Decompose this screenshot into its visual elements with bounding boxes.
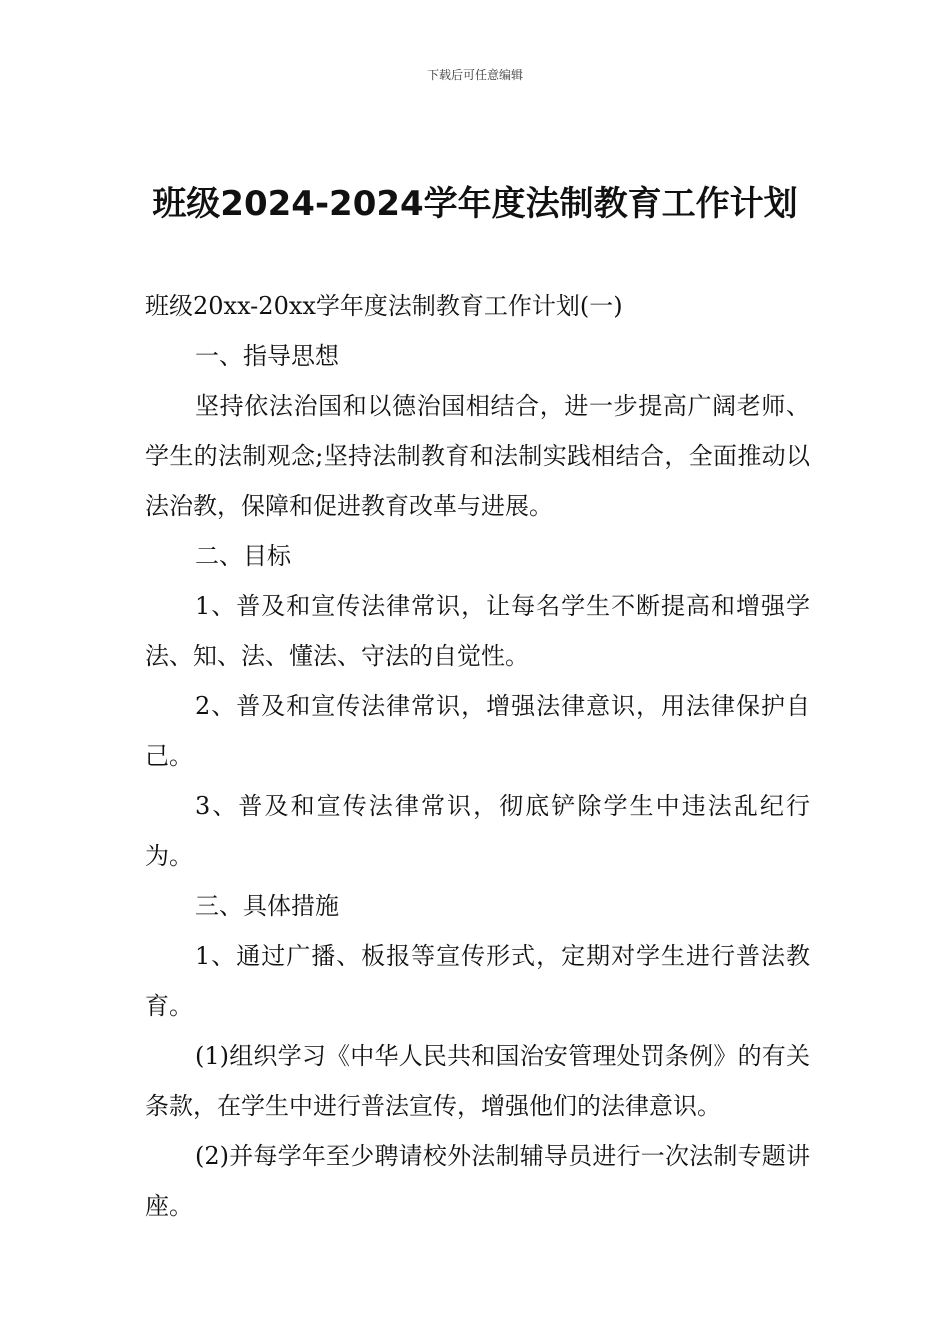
goal-item-2: 2、普及和宣传法律常识，增强法律意识，用法律保护自己。 xyxy=(145,692,810,770)
header-note: 下载后可任意编辑 xyxy=(426,68,523,82)
section-heading-goals: 二、目标 xyxy=(195,542,291,570)
paragraph-guiding-ideology: 坚持依法治国和以德治国相结合，进一步提高广阔老师、学生的法制观念;坚持法制教育和法制实践相结合，全面推动以法治教，保障和促进教育改革与进展。 xyxy=(145,392,810,520)
goal-item-1: 1、普及和宣传法律常识，让每名学生不断提高和增强学法、知、法、懂法、守法的自觉性。 xyxy=(145,592,810,670)
goal-item-3: 3、普及和宣传法律常识，彻底铲除学生中违法乱纪行为。 xyxy=(145,792,810,870)
document-title: 班级2024-2024学年度法制教育工作计划 xyxy=(152,184,798,224)
measure-subitem-2: (2)并每学年至少聘请校外法制辅导员进行一次法制专题讲座。 xyxy=(145,1142,810,1220)
document-body xyxy=(145,281,810,1231)
subtitle-paragraph: 班级20xx-20xx学年度法制教育工作计划(一) xyxy=(145,292,623,320)
section-heading-measures: 三、具体措施 xyxy=(195,892,339,920)
section-heading-guiding-ideology: 一、指导思想 xyxy=(195,342,339,370)
measure-subitem-1: (1)组织学习《中华人民共和国治安管理处罚条例》的有关条款，在学生中进行普法宣传，增强他们的法律意识。 xyxy=(145,1042,810,1120)
measure-item-1: 1、通过广播、板报等宣传形式，定期对学生进行普法教育。 xyxy=(145,942,810,1020)
